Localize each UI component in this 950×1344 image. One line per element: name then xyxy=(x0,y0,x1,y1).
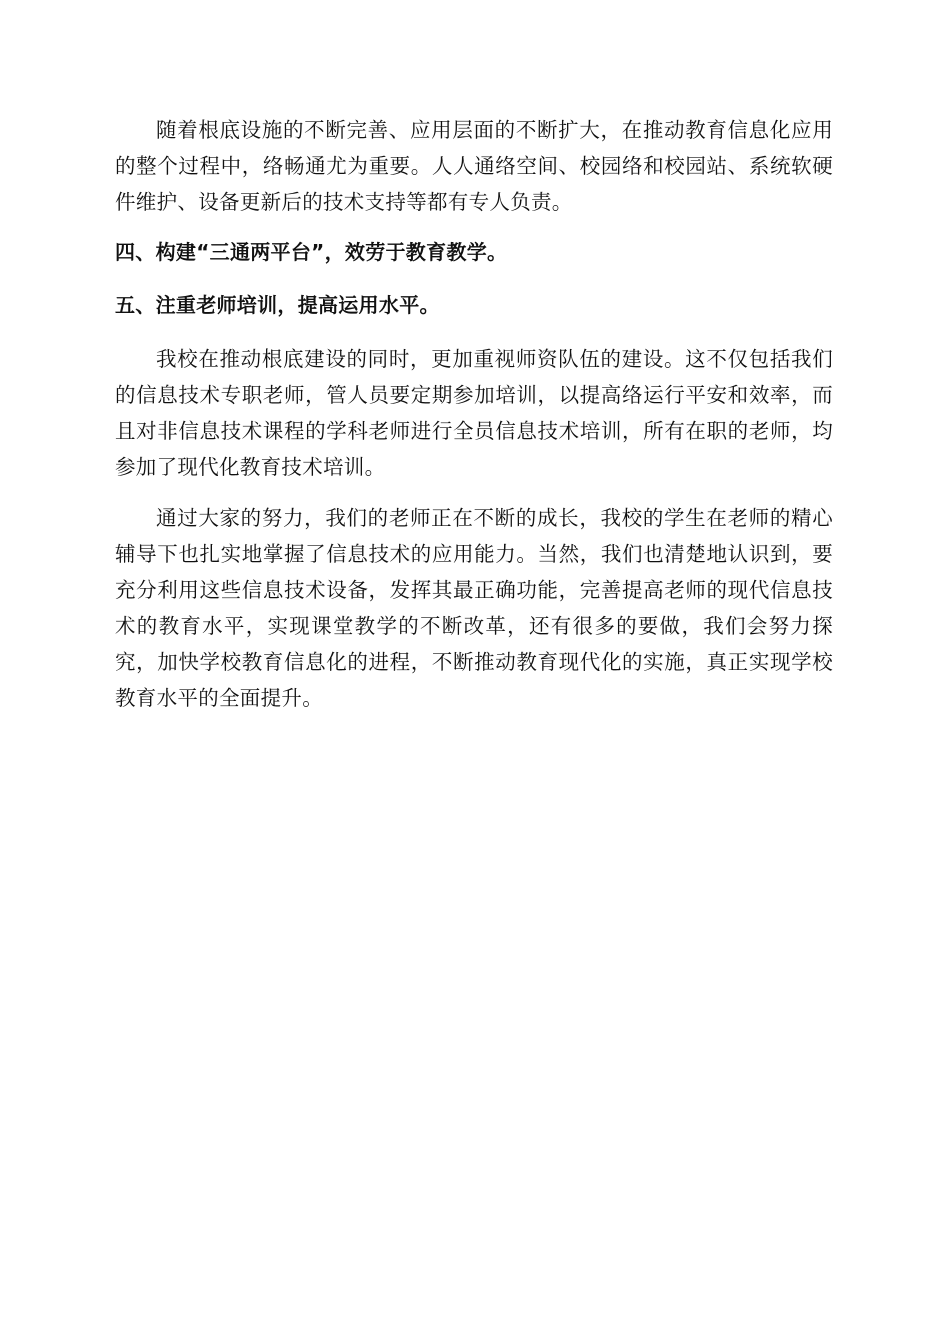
document-page xyxy=(115,112,833,731)
body-paragraph: 随着根底设施的不断完善、应用层面的不断扩大，在推动教育信息化应用的整个过程中，络畅通尤为重要。人人通络空间、校园络和校园站、系统软硬件维护、设备更新后的技术支持等都有专人负责。 xyxy=(115,118,833,214)
section-heading: 五、注重老师培训，提高运用水平。 xyxy=(115,293,440,317)
body-paragraph: 通过大家的努力，我们的老师正在不断的成长，我校的学生在老师的精心辅导下也扎实地掌握了信息技术的应用能力。当然，我们也清楚地认识到，要充分利用这些信息技术设备，发挥其最正确功能，完善提高老师的现代信息技术的教育水平，实现课堂教学的不断改革，还有很多的要做，我们会努力探究，加快学校教育信息化的进程，不断推动教育现代化的实施，真正实现学校教育水平的全面提升。 xyxy=(115,506,833,710)
section-heading: 四、构建“三通两平台”，效劳于教育教学。 xyxy=(115,240,508,264)
body-paragraph: 我校在推动根底建设的同时，更加重视师资队伍的建设。这不仅包括我们的信息技术专职老师，管人员要定期参加培训，以提高络运行平安和效率，而且对非信息技术课程的学科老师进行全员信息技术培训，所有在职的老师，均参加了现代化教育技术培训。 xyxy=(115,347,833,479)
